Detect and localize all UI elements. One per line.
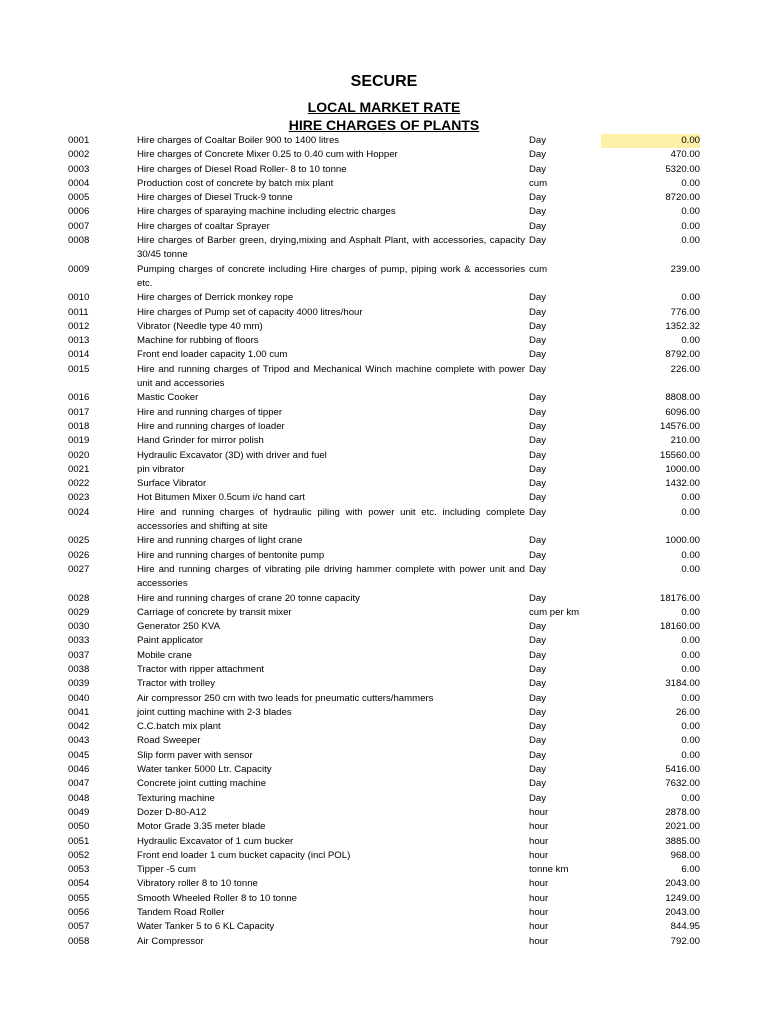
item-rate: 792.00: [670, 935, 700, 947]
item-description: Concrete joint cutting machine: [137, 778, 267, 790]
item-description: Hire charges of Derrick monkey rope: [137, 292, 294, 304]
table-row: [0, 634, 768, 648]
item-unit: hour: [529, 835, 549, 847]
item-description: Tractor with ripper attachment: [137, 663, 265, 675]
item-rate: 18176.00: [659, 592, 700, 604]
item-rate: 0.00: [681, 735, 700, 747]
item-code: 0021: [68, 463, 90, 475]
table-row: [0, 863, 768, 877]
table-row: [0, 763, 768, 777]
item-description: Tandem Road Roller: [137, 907, 225, 919]
item-unit: Day: [529, 149, 547, 161]
item-unit: Day: [529, 463, 547, 475]
item-unit: hour: [529, 921, 549, 933]
item-rate: 5416.00: [665, 764, 700, 776]
table-row: [0, 320, 768, 334]
item-rate: 0.00: [681, 663, 700, 675]
table-row: [0, 777, 768, 791]
item-description: pin vibrator: [137, 463, 185, 475]
item-description: Hire charges of Pump set of capacity 4000 litres/hour: [137, 306, 363, 318]
item-rate: 0.00: [681, 649, 700, 661]
table-row: [0, 920, 768, 934]
table-row: [0, 606, 768, 620]
item-rate: 0.00: [681, 606, 700, 618]
item-description: Water tanker 5000 Ltr. Capacity: [137, 764, 272, 776]
item-code: 0048: [68, 792, 90, 804]
item-rate: 0.00: [681, 492, 700, 504]
item-description: Air Compressor: [137, 935, 204, 947]
item-code: 0016: [68, 392, 90, 404]
item-unit: Day: [529, 764, 547, 776]
item-code: 0018: [68, 420, 90, 432]
item-unit: Day: [529, 292, 547, 304]
item-rate: 2878.00: [665, 806, 700, 818]
item-code: 0030: [68, 621, 90, 633]
item-rate: 2043.00: [665, 878, 700, 890]
item-unit: Day: [529, 235, 547, 247]
item-code: 0046: [68, 764, 90, 776]
item-code: 0005: [68, 192, 90, 204]
item-description: joint cutting machine with 2-3 blades: [137, 706, 292, 718]
item-code: 0028: [68, 592, 90, 604]
item-description: Hire charges of coaltar Sprayer: [137, 220, 270, 232]
table-row: [0, 420, 768, 434]
item-unit: Day: [529, 563, 547, 575]
item-code: 0045: [68, 749, 90, 761]
item-description: Hire charges of Barber green, drying,mixing and Asphalt Plant, with accessories, capacity 30/45 tonne: [137, 235, 525, 261]
item-unit: Day: [529, 135, 547, 146]
item-rate: 0.00: [681, 792, 700, 804]
item-code: 0012: [68, 320, 90, 332]
item-unit: Day: [529, 735, 547, 747]
item-description: Hire and running charges of bentonite pump: [137, 549, 325, 561]
item-unit: Day: [529, 163, 547, 175]
item-rate: 8808.00: [665, 392, 700, 404]
item-unit: hour: [529, 806, 549, 818]
item-code: 0047: [68, 778, 90, 790]
table-row: [0, 835, 768, 849]
item-unit: hour: [529, 907, 549, 919]
item-description: Road Sweeper: [137, 735, 201, 747]
item-code: 0014: [68, 349, 90, 361]
item-code: 0002: [68, 149, 90, 161]
table-row: [0, 177, 768, 191]
item-code: 0009: [68, 263, 90, 275]
item-unit: Day: [529, 449, 547, 461]
table-row: [0, 720, 768, 734]
item-rate: 6096.00: [665, 406, 700, 418]
item-rate: 0.00: [681, 635, 700, 647]
table-row: [0, 677, 768, 691]
item-description: Hire charges of sparaying machine including electric charges: [137, 206, 396, 218]
table-row: [0, 306, 768, 320]
item-rate: 0.00: [681, 235, 700, 247]
item-code: 0003: [68, 163, 90, 175]
item-description: Hire and running charges of crane 20 tonne capacity: [137, 592, 360, 604]
item-description: Hire and running charges of hydraulic piling with power unit etc. including complete accessories and shifting at site: [137, 506, 525, 533]
item-code: 0051: [68, 835, 90, 847]
item-unit: Day: [529, 692, 547, 704]
table-row: [0, 391, 768, 405]
item-unit: Day: [529, 749, 547, 761]
item-code: 0039: [68, 678, 90, 690]
table-row: [0, 592, 768, 606]
item-rate: 470.00: [670, 149, 700, 161]
item-rate: 2043.00: [665, 907, 700, 919]
item-rate: 3184.00: [665, 678, 700, 690]
table-row: [0, 148, 768, 162]
item-description: Mastic Cooker: [137, 392, 199, 404]
item-unit: Day: [529, 778, 547, 790]
item-description: Hydraulic Excavator (3D) with driver and fuel: [137, 449, 327, 461]
table-row: [0, 348, 768, 362]
item-code: 0052: [68, 849, 90, 861]
item-code: 0058: [68, 935, 90, 947]
item-description: Dozer D-80-A12: [137, 806, 207, 818]
item-code: 0024: [68, 506, 90, 518]
item-rate: 1249.00: [665, 892, 700, 904]
item-code: 0037: [68, 649, 90, 661]
item-description: Generator 250 KVA: [137, 621, 221, 633]
table-row: [0, 477, 768, 491]
item-unit: Day: [529, 706, 547, 718]
item-description: Hire and running charges of tipper: [137, 406, 283, 418]
table-row: [0, 163, 768, 177]
table-row: [0, 291, 768, 305]
item-unit: cum per km: [529, 606, 580, 618]
item-unit: cum: [529, 263, 548, 275]
item-code: 0029: [68, 606, 90, 618]
table-row: [0, 134, 768, 148]
table-row: [0, 563, 768, 592]
item-unit: Day: [529, 635, 547, 647]
item-rate: 14576.00: [659, 420, 700, 432]
item-rate: 210.00: [670, 435, 700, 447]
item-description: Hire charges of Coaltar Boiler 900 to 1400 litres: [137, 135, 340, 146]
company-title: SECURE: [350, 73, 418, 90]
table-row: [0, 534, 768, 548]
item-code: 0011: [68, 306, 89, 318]
item-description: Machine for rubbing of floors: [137, 335, 259, 347]
item-description: Smooth Wheeled Roller 8 to 10 tonne: [137, 892, 297, 904]
item-code: 0026: [68, 549, 90, 561]
item-rate: 8720.00: [665, 192, 700, 204]
item-code: 0019: [68, 435, 90, 447]
item-rate: 0.00: [681, 749, 700, 761]
item-unit: Day: [529, 663, 547, 675]
table-row: [0, 820, 768, 834]
item-code: 0054: [68, 878, 90, 890]
item-unit: Day: [529, 420, 547, 432]
item-unit: hour: [529, 935, 549, 947]
item-description: C.C.batch mix plant: [137, 721, 221, 733]
table-row: [0, 191, 768, 205]
item-code: 0022: [68, 478, 90, 490]
table-row: [0, 892, 768, 906]
document-title: LOCAL MARKET RATE: [307, 99, 461, 115]
rate-table: [0, 134, 768, 949]
item-rate: 3885.00: [665, 835, 700, 847]
item-description: Vibratory roller 8 to 10 tonne: [137, 878, 258, 890]
item-description: Tractor with trolley: [137, 678, 216, 690]
item-code: 0007: [68, 220, 90, 232]
item-code: 0017: [68, 406, 90, 418]
item-description: Air compressor 250 cm with two leads for pneumatic cutters/hammers: [137, 692, 434, 704]
item-code: 0042: [68, 721, 90, 733]
item-description: Production cost of concrete by batch mix plant: [137, 177, 334, 189]
item-unit: hour: [529, 821, 549, 833]
table-row: [0, 620, 768, 634]
item-code: 0020: [68, 449, 90, 461]
item-unit: Day: [529, 363, 547, 375]
table-row: [0, 806, 768, 820]
item-rate: 2021.00: [665, 821, 700, 833]
item-rate: 0.00: [681, 506, 700, 518]
table-row: [0, 220, 768, 234]
item-rate: 0.00: [681, 206, 700, 218]
table-row: [0, 792, 768, 806]
item-rate: 844.95: [670, 921, 700, 933]
item-rate: 0.00: [681, 335, 700, 347]
item-rate: 5320.00: [665, 163, 700, 175]
item-rate: 7632.00: [665, 778, 700, 790]
item-code: 0033: [68, 635, 90, 647]
item-unit: Day: [529, 549, 547, 561]
table-row: [0, 506, 768, 535]
table-row: [0, 906, 768, 920]
item-rate: 0.00: [681, 177, 700, 189]
item-code: 0056: [68, 907, 90, 919]
item-description: Hire and running charges of vibrating pile driving hammer complete with power unit and accessories: [137, 563, 525, 590]
item-code: 0015: [68, 363, 90, 375]
item-description: Surface Vibrator: [137, 478, 207, 490]
item-description: Paint applicator: [137, 635, 204, 647]
item-description: Water Tanker 5 to 6 KL Capacity: [137, 921, 275, 933]
table-row: [0, 434, 768, 448]
item-unit: Day: [529, 721, 547, 733]
item-unit: Day: [529, 678, 547, 690]
item-unit: cum: [529, 177, 548, 189]
item-code: 0027: [68, 563, 90, 575]
item-rate: 776.00: [670, 306, 700, 318]
item-unit: Day: [529, 306, 547, 318]
item-unit: Day: [529, 535, 547, 547]
item-code: 0001: [68, 135, 90, 146]
item-description: Pumping charges of concrete including Hire charges of pump, piping work & accessories etc.: [137, 263, 525, 289]
table-row: [0, 449, 768, 463]
item-rate: 0.00: [681, 721, 700, 733]
item-code: 0013: [68, 335, 90, 347]
item-unit: Day: [529, 592, 547, 604]
item-code: 0041: [68, 706, 90, 718]
item-rate: 968.00: [670, 849, 700, 861]
item-unit: Day: [529, 621, 547, 633]
table-row: [0, 749, 768, 763]
item-description: Hire and running charges of Tripod and Mechanical Winch machine complete with power unit and accessories: [137, 363, 525, 390]
item-rate: 1432.00: [665, 478, 700, 490]
item-rate: 18160.00: [659, 621, 700, 633]
item-unit: Day: [529, 406, 547, 418]
table-row: [0, 205, 768, 219]
item-unit: Day: [529, 220, 547, 232]
item-description: Hand Grinder for mirror polish: [137, 435, 264, 447]
item-rate: 226.00: [670, 363, 700, 375]
item-description: Hire charges of Concrete Mixer 0.25 to 0.40 cum with Hopper: [137, 149, 398, 161]
item-rate: 1000.00: [665, 535, 700, 547]
table-row: [0, 406, 768, 420]
item-description: Carriage of concrete by transit mixer: [137, 606, 292, 618]
item-rate: 0.00: [681, 563, 700, 575]
item-code: 0023: [68, 492, 90, 504]
item-unit: Day: [529, 478, 547, 490]
item-description: Motor Grade 3.35 meter blade: [137, 821, 266, 833]
item-unit: Day: [529, 192, 547, 204]
item-description: Vibrator (Needle type 40 mm): [137, 320, 263, 332]
table-row: [0, 734, 768, 748]
item-rate: 0.00: [681, 292, 700, 304]
item-description: Slip form paver with sensor: [137, 749, 253, 761]
table-row: [0, 334, 768, 348]
item-unit: hour: [529, 892, 549, 904]
item-description: Hire and running charges of loader: [137, 420, 285, 432]
item-unit: Day: [529, 435, 547, 447]
table-row: [0, 234, 768, 263]
table-row: [0, 877, 768, 891]
item-unit: hour: [529, 849, 549, 861]
item-code: 0053: [68, 864, 90, 876]
item-unit: Day: [529, 492, 547, 504]
item-description: Hire charges of Diesel Road Roller- 8 to 10 tonne: [137, 163, 347, 175]
item-code: 0004: [68, 177, 90, 189]
item-unit: hour: [529, 878, 549, 890]
item-unit: Day: [529, 349, 547, 361]
item-rate: 1000.00: [665, 463, 700, 475]
item-rate: 8792.00: [665, 349, 700, 361]
item-description: Hot Bitumen Mixer 0.5cum i/c hand cart: [137, 492, 305, 504]
item-code: 0043: [68, 735, 90, 747]
item-description: Front end loader 1 cum bucket capacity (incl POL): [137, 849, 351, 861]
item-unit: Day: [529, 392, 547, 404]
item-rate: 0.00: [681, 692, 700, 704]
item-unit: Day: [529, 649, 547, 661]
item-description: Tipper -5 cum: [137, 864, 196, 876]
item-code: 0049: [68, 806, 90, 818]
table-row: [0, 706, 768, 720]
item-description: Front end loader capacity 1.00 cum: [137, 349, 288, 361]
item-code: 0040: [68, 692, 90, 704]
item-unit: Day: [529, 206, 547, 218]
item-rate: 239.00: [670, 263, 700, 275]
item-unit: Day: [529, 335, 547, 347]
document-subtitle: HIRE CHARGES OF PLANTS: [288, 117, 480, 133]
item-rate: 15560.00: [659, 449, 700, 461]
table-row: [0, 491, 768, 505]
item-description: Hire charges of Diesel Truck-9 tonne: [137, 192, 293, 204]
table-row: [0, 363, 768, 392]
item-unit: tonne km: [529, 864, 569, 876]
item-description: Hydraulic Excavator of 1 cum bucker: [137, 835, 294, 847]
item-description: Mobile crane: [137, 649, 192, 661]
table-row: [0, 692, 768, 706]
item-rate: 6.00: [681, 864, 700, 876]
table-row: [0, 263, 768, 292]
table-row: [0, 849, 768, 863]
item-unit: Day: [529, 506, 547, 518]
item-code: 0010: [68, 292, 90, 304]
item-description: Hire and running charges of light crane: [137, 535, 303, 547]
item-code: 0057: [68, 921, 90, 933]
item-rate: 26.00: [675, 706, 700, 718]
item-rate: 0.00: [681, 220, 700, 232]
item-description: Texturing machine: [137, 792, 215, 804]
item-code: 0025: [68, 535, 90, 547]
item-code: 0055: [68, 892, 90, 904]
table-row: [0, 935, 768, 949]
item-code: 0050: [68, 821, 90, 833]
table-row: [0, 463, 768, 477]
item-unit: Day: [529, 320, 547, 332]
table-row: [0, 649, 768, 663]
item-unit: Day: [529, 792, 547, 804]
item-rate: 0.00: [601, 134, 700, 148]
table-row: [0, 663, 768, 677]
item-rate: 0.00: [681, 549, 700, 561]
item-code: 0008: [68, 235, 90, 247]
item-code: 0038: [68, 663, 90, 675]
item-rate: 1352.32: [665, 320, 700, 332]
table-row: [0, 549, 768, 563]
item-code: 0006: [68, 206, 90, 218]
